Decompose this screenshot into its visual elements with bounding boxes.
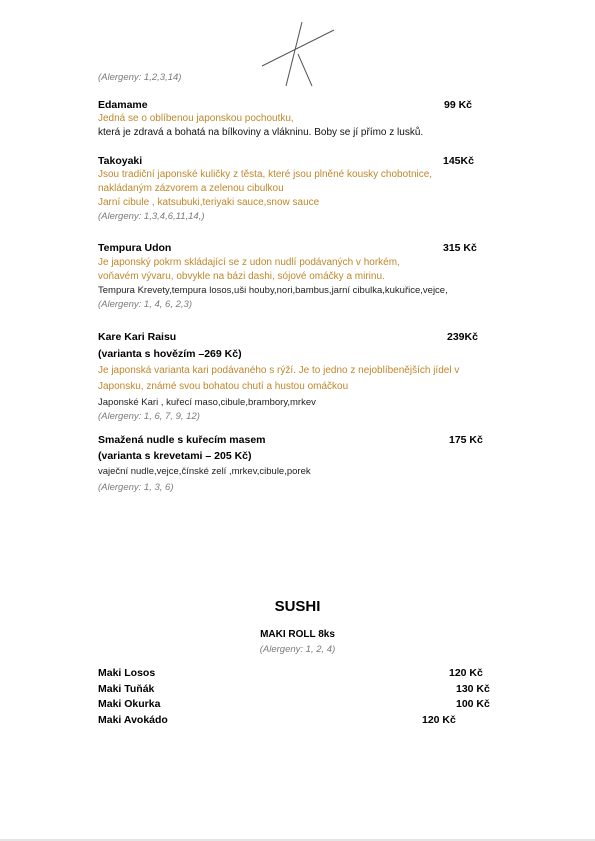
tempura-udon-desc-line1: Je japonský pokrm skládající se z udon nudlí podávaných v horkém, xyxy=(98,257,400,268)
maki-item-price: 120 Kč xyxy=(422,714,456,726)
tempura-udon-desc-line2: voňavém vývaru, obvykle na bázi dashi, sójové omáčky a mirinu. xyxy=(98,271,385,282)
maki-item-price: 120 Kč xyxy=(449,667,483,679)
kare-kari-name: Kare Kari Raisu xyxy=(98,331,177,343)
edamame-desc-line2: která je zdravá a bohatá na bílkoviny a vlákninu. Boby se jí přímo z lusků. xyxy=(98,127,424,138)
kare-kari-allergens: (Alergeny: 1, 6, 7, 9, 12) xyxy=(98,411,200,422)
takoyaki-desc-line2: nakládaným zázvorem a zelenou cibulkou xyxy=(98,183,284,194)
fried-noodles-name: Smažená nudle s kuřecím masem xyxy=(98,434,266,446)
kare-kari-desc-line1: Je japonská varianta kari podávaného s rýží. Je to jedno z nejoblíbenějších jídel v xyxy=(98,365,460,376)
edamame-desc-line1: Jedná se o oblíbenou japonskou pochoutku, xyxy=(98,113,294,124)
takoyaki-name: Takoyaki xyxy=(98,155,143,167)
maki-item-name: Maki Avokádo xyxy=(98,714,168,726)
sushi-allergens: (Alergeny: 1, 2, 4) xyxy=(259,644,336,655)
maki-item-price: 100 Kč xyxy=(456,698,490,710)
sushi-title: SUSHI xyxy=(274,598,321,615)
kare-kari-variant: (varianta s hovězím –269 Kč) xyxy=(98,348,242,360)
maki-item-name: Maki Okurka xyxy=(98,698,161,710)
kare-kari-ingredients: Japonské Kari , kuřecí maso,cibule,brambory,mrkev xyxy=(98,397,316,408)
takoyaki-desc-line1: Jsou tradiční japonské kuličky z těsta, které jsou plněné kousky chobotnice, xyxy=(98,169,433,180)
takoyaki-desc-line3: Jarní cibule , katsubuki,teriyaki sauce,snow sauce xyxy=(98,197,320,208)
fried-noodles-variant: (varianta s krevetami – 205 Kč) xyxy=(98,450,252,462)
maki-item-name: Maki Losos xyxy=(98,667,156,679)
maki-roll-subtitle: MAKI ROLL 8ks xyxy=(260,629,335,640)
tempura-udon-name: Tempura Udon xyxy=(98,242,172,254)
top-allergens: (Alergeny: 1,2,3,14) xyxy=(98,72,182,83)
maki-item-price: 130 Kč xyxy=(456,683,490,695)
tempura-udon-price: 315 Kč xyxy=(443,242,477,254)
tempura-udon-ingredients: Tempura Krevety,tempura losos,uši houby,nori,bambus,jarní cibulka,kukuřice,vejce, xyxy=(98,285,448,296)
takoyaki-price: 145Kč xyxy=(443,155,474,167)
fried-noodles-ingredients: vaječní nudle,vejce,čínské zelí ,mrkev,cibule,porek xyxy=(98,466,311,477)
takoyaki-allergens: (Alergeny: 1,3,4,6,11,14,) xyxy=(98,211,205,222)
kare-kari-price: 239Kč xyxy=(447,331,478,343)
tempura-udon-allergens: (Alergeny: 1, 4, 6, 2,3) xyxy=(98,299,192,310)
fried-noodles-allergens: (Alergeny: 1, 3, 6) xyxy=(98,482,174,493)
edamame-name: Edamame xyxy=(98,99,148,111)
kare-kari-desc-line2: Japonsku, známé svou bohatou chutí a hustou omáčkou xyxy=(98,381,349,392)
maki-item-name: Maki Tuňák xyxy=(98,683,155,695)
edamame-price: 99 Kč xyxy=(444,99,473,111)
pen-strokes-logo-icon xyxy=(258,18,338,88)
fried-noodles-price: 175 Kč xyxy=(449,434,483,446)
